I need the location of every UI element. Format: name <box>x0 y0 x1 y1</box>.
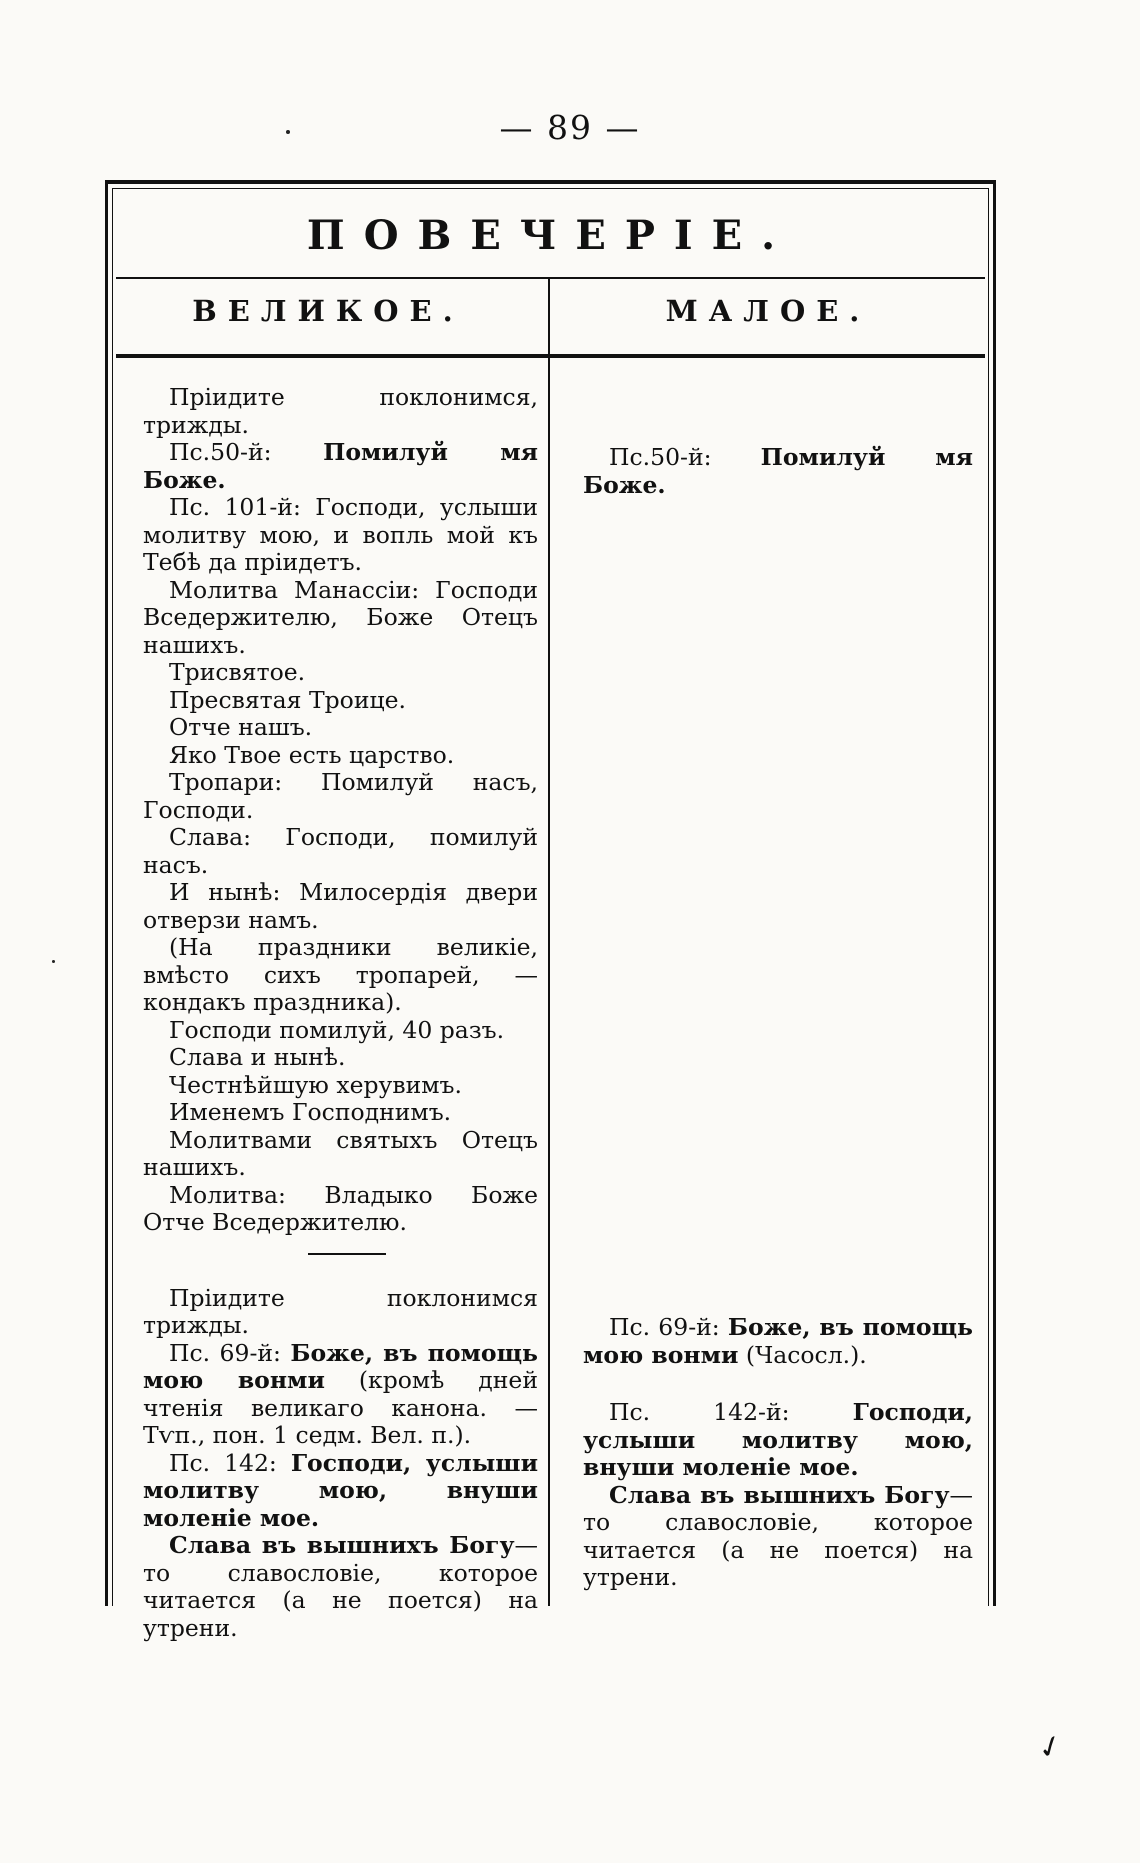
bold-text: Господи, услыши молитву мою, внуши моленіе мое. <box>583 1398 973 1481</box>
plain-text: (кромѣ дней чтенія великаго канона. — Тѵп., пон. 1 седм. Вел. п.). <box>143 1366 538 1449</box>
text-line <box>143 439 538 494</box>
bold-text: Помилуй мя Боже. <box>583 443 973 499</box>
text-line <box>143 1340 538 1450</box>
text-line <box>143 1532 538 1642</box>
bold-text: Слава въ вышнихъ Богу <box>169 1531 515 1559</box>
text-line: Пс. 101-й: Господи, услыши молитву мою, и вопль мой къ Тебѣ да пріидетъ. <box>143 493 538 576</box>
text-line: Молитва Манассіи: Господи Вседержителю, Боже Отецъ нашихъ. <box>143 575 538 659</box>
psalm-label: Пс. 69-й: <box>609 1313 720 1341</box>
ink-speck <box>52 960 55 963</box>
text-line: Честнѣйшую херувимъ. <box>169 1070 462 1099</box>
text-line: И нынѣ: Милосердія двери отверзи намъ. <box>143 878 538 934</box>
plain-text: — то славословіе, которое читается (а не поется) на утрени. <box>583 1480 973 1591</box>
heading-rule <box>116 354 985 358</box>
text-line: Пріидите поклонимся, трижды. <box>143 383 538 439</box>
text-line: Слава и нынѣ. <box>169 1043 346 1071</box>
psalm-label: Пс. 69-й: <box>169 1338 281 1367</box>
text-line: Тропари: Помилуй насъ, Господи. <box>143 768 538 824</box>
section-title: ПОВЕЧЕРІЕ. <box>306 212 795 259</box>
bold-text: Боже, въ помощь мою вонми <box>583 1313 973 1369</box>
plain-text: (Часосл.). <box>745 1340 867 1369</box>
psalm-label: Пс. 142-й: <box>609 1398 790 1426</box>
text-line <box>583 1482 973 1592</box>
text-line: Пресвятая Троице. <box>169 685 406 714</box>
text-line <box>583 1399 973 1482</box>
page-number: — 89 — <box>499 108 641 147</box>
short-rule <box>308 1253 386 1255</box>
text-line: Молитвами святыхъ Отецъ нашихъ. <box>143 1125 538 1181</box>
text-line <box>143 1450 538 1533</box>
text-line: Яко Твое есть царство. <box>169 740 455 769</box>
column-divider <box>548 277 550 1606</box>
right-column-lower <box>583 1314 973 1592</box>
left-column-heading: ВЕЛИКОЕ. <box>192 294 464 328</box>
text-line: Молитва: Владыко Боже Отче Вседержителю. <box>143 1180 538 1236</box>
plain-text: — то славословіе, которое читается (а не поется) на утрени. <box>143 1531 538 1642</box>
psalm-label: Пс.50-й: <box>609 443 712 471</box>
text-line: Трисвятое. <box>169 658 306 686</box>
text-line: Именемъ Господнимъ. <box>169 1098 452 1126</box>
text-line: Слава: Господи, помилуй насъ. <box>143 823 538 879</box>
text-line: (На праздники великіе, вмѣсто сихъ тропарей, — кондакъ праздника). <box>143 933 538 1016</box>
psalm-label: Пс.50-й: <box>169 438 272 466</box>
bold-text: Боже, въ помощь мою вонми <box>143 1338 538 1394</box>
text-line: Господи помилуй, 40 разъ. <box>169 1015 505 1044</box>
bold-text: Помилуй мя Боже. <box>143 438 538 494</box>
psalm-label: Пс. 142: <box>169 1448 277 1477</box>
text-line <box>583 444 973 499</box>
text-line: Отче нашъ. <box>169 713 313 741</box>
spacer <box>583 1369 973 1399</box>
pencil-mark-icon: ✓ <box>1032 1726 1069 1769</box>
text-line: Пріидите поклонимся трижды. <box>143 1283 538 1339</box>
text-line <box>583 1314 973 1369</box>
right-column-heading: МАЛОЕ. <box>665 294 871 328</box>
bold-text: Господи, услыши молитву мою, внуши моленіе мое. <box>143 1448 538 1532</box>
left-column <box>143 384 538 1642</box>
content-frame <box>105 180 996 1642</box>
right-column-upper <box>583 444 973 499</box>
title-rule <box>116 277 985 279</box>
ink-speck <box>286 130 290 134</box>
bold-text: Слава въ вышнихъ Богу <box>609 1480 950 1509</box>
